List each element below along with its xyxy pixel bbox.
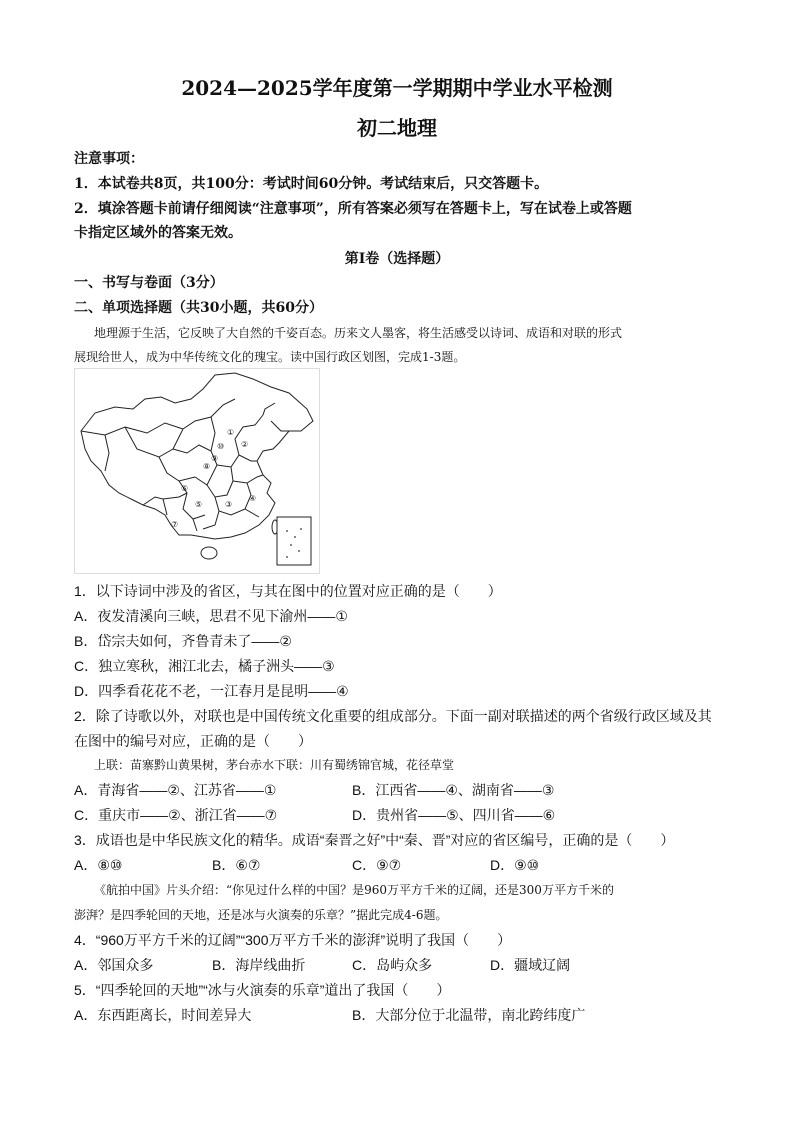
q5-option-b: B．大部分位于北温带，南北跨纬度广 — [352, 1007, 586, 1023]
map-label-3: ③ — [225, 500, 233, 509]
q2-stem-line2: 在图中的编号对应，正确的是（ ） — [74, 733, 312, 749]
section-1-title: 一、书写与卷面（3分） — [74, 275, 224, 291]
q1-stem: 1．以下诗词中涉及的省区，与其在图中的位置对应正确的是（ ） — [74, 583, 502, 599]
map-label-1: ① — [227, 428, 235, 437]
q3-option-c: C．⑨⑦ — [352, 857, 402, 873]
notes-item-2-line1: 2．填涂答题卡前请仔细阅读“注意事项”，所有答案必须写在答题卡上，写在试卷上或答题 — [74, 201, 632, 217]
q2-option-c: C．重庆市——②、浙江省——⑦ — [74, 807, 278, 823]
intro-1-line1: 地理源于生活，它反映了大自然的千姿百态。历来文人墨客，将生活感受以诗词、成语和对联的形式 — [94, 326, 623, 340]
exam-title: 2024—2025学年度第一学期期中学业水平检测 — [181, 76, 613, 100]
q5-option-a: A．东西距离长，时间差异大 — [74, 1007, 252, 1023]
q1-option-b: B．岱宗夫如何，齐鲁青未了——② — [74, 633, 292, 649]
china-admin-map — [74, 368, 320, 574]
map-label-2: ② — [241, 440, 249, 449]
china-map-drawing — [75, 369, 319, 573]
q1-option-a: A．夜发清溪向三峡，思君不见下渝州——① — [74, 608, 348, 624]
q1-option-d: D．四季看花花不老，一江春月是昆明——④ — [74, 683, 349, 699]
q3-option-b: B．⑥⑦ — [212, 857, 261, 873]
intro-1-line2: 展现给世人，成为中华传统文化的瑰宝。读中国行政区划图，完成1-3题。 — [74, 350, 466, 364]
q4-option-d: D．疆域辽阔 — [490, 957, 571, 973]
q2-option-d: D．贵州省——⑤、四川省——⑥ — [352, 807, 556, 823]
map-label-5: ⑤ — [195, 500, 203, 509]
q3-option-d: D．⑨⑩ — [490, 857, 540, 873]
q4-stem: 4．“960万平方千米的辽阔”“300万平方千米的澎湃”说明了我国（ ） — [74, 932, 512, 948]
map-label-7: ⑦ — [171, 520, 179, 529]
map-label-10: ⑩ — [217, 442, 225, 451]
map-label-4: ④ — [249, 494, 257, 503]
q4-option-b: B．海岸线曲折 — [212, 957, 306, 973]
q4-option-a: A．邻国众多 — [74, 957, 154, 973]
section-2-title: 二、单项选择题（共30小题，共60分） — [74, 300, 323, 316]
q2-stem-line1: 2．除了诗歌以外，对联也是中国传统文化重要的组成部分。下面一副对联描述的两个省级行政区域及其 — [74, 708, 712, 724]
intro-2-line2: 澎湃？是四季轮回的天地，还是冰与火演奏的乐章？”据此完成4-6题。 — [74, 908, 448, 922]
q2-option-b: B．江西省——④、湖南省——③ — [352, 782, 555, 798]
q5-stem: 5．“四季轮回的天地”“冰与火演奏的乐章”道出了我国（ ） — [74, 982, 451, 998]
q2-couplet: 上联：苗寨黔山黄果树，茅台赤水下联：川有蜀绣锦官城，花径草堂 — [94, 758, 455, 772]
intro-2-line1: 《航拍中国》片头介绍：“你见过什么样的中国？是960万平方千米的辽阔，还是300万平方千米的 — [94, 883, 614, 897]
notes-heading: 注意事项： — [74, 151, 144, 167]
map-label-9: ⑨ — [211, 454, 219, 463]
q3-stem: 3．成语也是中华民族文化的精华。成语“秦晋之好”中“秦、晋”对应的省区编号，正确的是（ ） — [74, 832, 675, 848]
q1-option-c: C．独立寒秋，湘江北去，橘子洲头——③ — [74, 658, 335, 674]
map-label-6: ⑥ — [181, 484, 189, 493]
notes-item-2-line2: 卡指定区域外的答案无效。 — [74, 225, 242, 241]
exam-subtitle: 初二地理 — [357, 116, 437, 140]
map-label-8: ⑧ — [203, 462, 211, 471]
q4-option-c: C．岛屿众多 — [352, 957, 433, 973]
notes-item-1: 1．本试卷共8页，共100分：考试时间60分钟。考试结束后，只交答题卡。 — [74, 176, 549, 192]
q3-option-a: A．⑧⑩ — [74, 857, 123, 873]
part-1-title: 第Ⅰ卷（选择题） — [344, 251, 450, 267]
q2-option-a: A．青海省——②、江苏省——① — [74, 782, 277, 798]
